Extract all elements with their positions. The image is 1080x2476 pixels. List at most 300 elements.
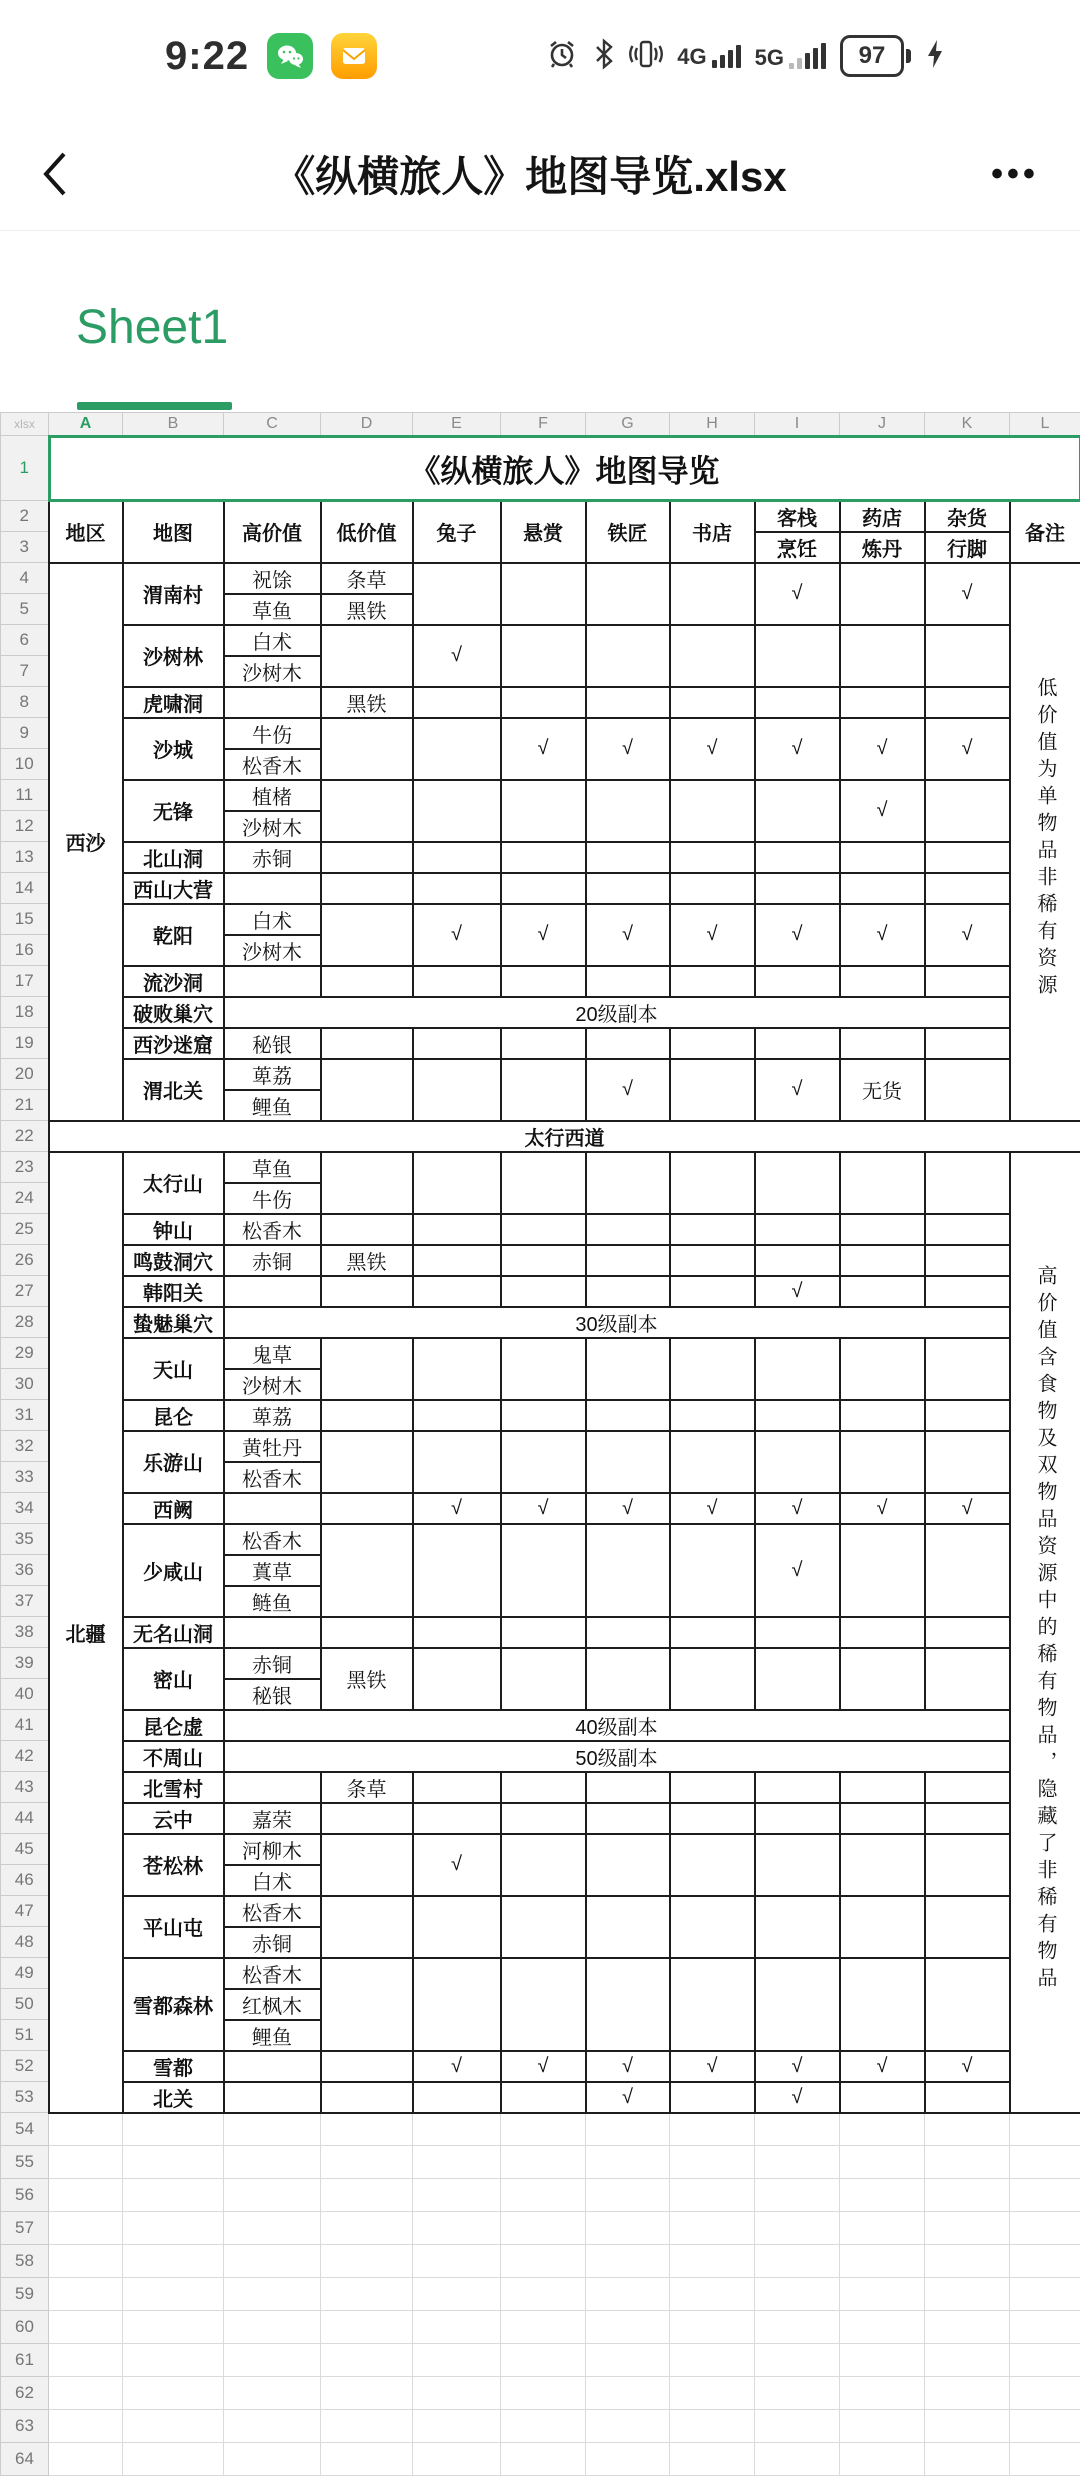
column-header-L[interactable]: L: [1010, 413, 1080, 436]
cell-D63[interactable]: [321, 2410, 413, 2443]
row-header-57[interactable]: 57: [1, 2212, 49, 2245]
cell-K4[interactable]: √: [925, 563, 1010, 625]
cell-C13[interactable]: 赤铜: [224, 842, 321, 873]
cell-D6[interactable]: [321, 625, 413, 687]
cell-J52[interactable]: √: [840, 2051, 925, 2082]
row-header-38[interactable]: 38: [1, 1617, 49, 1648]
cell-C23[interactable]: 草鱼: [224, 1152, 321, 1183]
cell-H19[interactable]: [670, 1028, 755, 1059]
cell-J55[interactable]: [840, 2146, 925, 2179]
cell-D39[interactable]: 黑铁: [321, 1648, 413, 1710]
cell-C47[interactable]: 松香木: [224, 1896, 321, 1927]
cell-E56[interactable]: [413, 2179, 501, 2212]
cell-B20[interactable]: 渭北关: [123, 1059, 224, 1121]
cell-I63[interactable]: [755, 2410, 840, 2443]
cell-G8[interactable]: [586, 687, 670, 718]
cell-J60[interactable]: [840, 2311, 925, 2344]
cell-J3[interactable]: 炼丹: [840, 532, 925, 563]
column-header-G[interactable]: G: [586, 413, 670, 436]
cell-C5[interactable]: 草鱼: [224, 594, 321, 625]
cell-B38[interactable]: 无名山洞: [123, 1617, 224, 1648]
cell-F38[interactable]: [501, 1617, 586, 1648]
cell-G61[interactable]: [586, 2344, 670, 2377]
cell-G44[interactable]: [586, 1803, 670, 1834]
cell-H31[interactable]: [670, 1400, 755, 1431]
cell-H43[interactable]: [670, 1772, 755, 1803]
cell-J49[interactable]: [840, 1958, 925, 2051]
cell-I8[interactable]: [755, 687, 840, 718]
row-header-64[interactable]: 64: [1, 2443, 49, 2476]
cell-H60[interactable]: [670, 2311, 755, 2344]
cell-D61[interactable]: [321, 2344, 413, 2377]
cell-I3[interactable]: 烹饪: [755, 532, 840, 563]
cell-J61[interactable]: [840, 2344, 925, 2377]
cell-L62[interactable]: [1010, 2377, 1080, 2410]
cell-K13[interactable]: [925, 842, 1010, 873]
cell-E8[interactable]: [413, 687, 501, 718]
column-header-E[interactable]: E: [413, 413, 501, 436]
cell-C38[interactable]: [224, 1617, 321, 1648]
cell-B53[interactable]: 北关: [123, 2082, 224, 2113]
cell-K31[interactable]: [925, 1400, 1010, 1431]
row-header-23[interactable]: 23: [1, 1152, 49, 1183]
cell-J35[interactable]: [840, 1524, 925, 1617]
cell-E45[interactable]: √: [413, 1834, 501, 1896]
cell-E25[interactable]: [413, 1214, 501, 1245]
cell-K14[interactable]: [925, 873, 1010, 904]
cell-K43[interactable]: [925, 1772, 1010, 1803]
row-header-26[interactable]: 26: [1, 1245, 49, 1276]
cell-J45[interactable]: [840, 1834, 925, 1896]
cell-J15[interactable]: √: [840, 904, 925, 966]
cell-I43[interactable]: [755, 1772, 840, 1803]
cell-E52[interactable]: √: [413, 2051, 501, 2082]
back-button[interactable]: [0, 150, 110, 198]
cell-I13[interactable]: [755, 842, 840, 873]
cell-K23[interactable]: [925, 1152, 1010, 1214]
cell-B60[interactable]: [123, 2311, 224, 2344]
cell-B47[interactable]: 平山屯: [123, 1896, 224, 1958]
cell-B2[interactable]: 地图: [123, 501, 224, 563]
cell-I25[interactable]: [755, 1214, 840, 1245]
cell-I56[interactable]: [755, 2179, 840, 2212]
cell-C14[interactable]: [224, 873, 321, 904]
column-header-F[interactable]: F: [501, 413, 586, 436]
cell-D53[interactable]: [321, 2082, 413, 2113]
row-header-56[interactable]: 56: [1, 2179, 49, 2212]
cell-B55[interactable]: [123, 2146, 224, 2179]
cell-C12[interactable]: 沙树木: [224, 811, 321, 842]
row-header-61[interactable]: 61: [1, 2344, 49, 2377]
cell-A22[interactable]: 太行西道: [49, 1121, 1080, 1152]
cell-E63[interactable]: [413, 2410, 501, 2443]
cell-C56[interactable]: [224, 2179, 321, 2212]
cell-B45[interactable]: 苍松林: [123, 1834, 224, 1896]
cell-H58[interactable]: [670, 2245, 755, 2278]
cell-H6[interactable]: [670, 625, 755, 687]
row-header-48[interactable]: 48: [1, 1927, 49, 1958]
cell-A61[interactable]: [49, 2344, 123, 2377]
row-header-46[interactable]: 46: [1, 1865, 49, 1896]
row-header-2[interactable]: 2: [1, 501, 49, 532]
cell-C9[interactable]: 牛伤: [224, 718, 321, 749]
sheet-tab-sheet1[interactable]: Sheet1: [76, 300, 228, 355]
cell-C32[interactable]: 黄牡丹: [224, 1431, 321, 1462]
cell-E35[interactable]: [413, 1524, 501, 1617]
cell-I20[interactable]: √: [755, 1059, 840, 1121]
cell-J2[interactable]: 药店: [840, 501, 925, 532]
cell-H34[interactable]: √: [670, 1493, 755, 1524]
cell-J17[interactable]: [840, 966, 925, 997]
cell-K55[interactable]: [925, 2146, 1010, 2179]
row-header-44[interactable]: 44: [1, 1803, 49, 1834]
cell-H20[interactable]: [670, 1059, 755, 1121]
cell-I4[interactable]: √: [755, 563, 840, 625]
cell-C58[interactable]: [224, 2245, 321, 2278]
cell-C37[interactable]: 鲢鱼: [224, 1586, 321, 1617]
cell-J54[interactable]: [840, 2113, 925, 2146]
cell-F63[interactable]: [501, 2410, 586, 2443]
row-header-43[interactable]: 43: [1, 1772, 49, 1803]
cell-A54[interactable]: [49, 2113, 123, 2146]
cell-F55[interactable]: [501, 2146, 586, 2179]
cell-C11[interactable]: 植楮: [224, 780, 321, 811]
row-header-11[interactable]: 11: [1, 780, 49, 811]
row-header-6[interactable]: 6: [1, 625, 49, 656]
cell-F53[interactable]: [501, 2082, 586, 2113]
row-header-29[interactable]: 29: [1, 1338, 49, 1369]
cell-C42[interactable]: 50级副本: [224, 1741, 1010, 1772]
cell-E15[interactable]: √: [413, 904, 501, 966]
cell-D59[interactable]: [321, 2278, 413, 2311]
row-header-36[interactable]: 36: [1, 1555, 49, 1586]
cell-G58[interactable]: [586, 2245, 670, 2278]
cell-J13[interactable]: [840, 842, 925, 873]
cell-G64[interactable]: [586, 2443, 670, 2476]
cell-A62[interactable]: [49, 2377, 123, 2410]
cell-D64[interactable]: [321, 2443, 413, 2476]
cell-F52[interactable]: √: [501, 2051, 586, 2082]
cell-F49[interactable]: [501, 1958, 586, 2051]
cell-B25[interactable]: 钟山: [123, 1214, 224, 1245]
cell-G45[interactable]: [586, 1834, 670, 1896]
row-header-34[interactable]: 34: [1, 1493, 49, 1524]
cell-H8[interactable]: [670, 687, 755, 718]
cell-J64[interactable]: [840, 2443, 925, 2476]
cell-J29[interactable]: [840, 1338, 925, 1400]
cell-B6[interactable]: 沙树林: [123, 625, 224, 687]
cell-A55[interactable]: [49, 2146, 123, 2179]
cell-G13[interactable]: [586, 842, 670, 873]
cell-E64[interactable]: [413, 2443, 501, 2476]
cell-K57[interactable]: [925, 2212, 1010, 2245]
cell-J43[interactable]: [840, 1772, 925, 1803]
cell-A64[interactable]: [49, 2443, 123, 2476]
cell-F27[interactable]: [501, 1276, 586, 1307]
cell-E34[interactable]: √: [413, 1493, 501, 1524]
cell-B34[interactable]: 西阙: [123, 1493, 224, 1524]
cell-I54[interactable]: [755, 2113, 840, 2146]
cell-H27[interactable]: [670, 1276, 755, 1307]
cell-F23[interactable]: [501, 1152, 586, 1214]
cell-G23[interactable]: [586, 1152, 670, 1214]
cell-H23[interactable]: [670, 1152, 755, 1214]
cell-B61[interactable]: [123, 2344, 224, 2377]
cell-B18[interactable]: 破败巢穴: [123, 997, 224, 1028]
row-header-50[interactable]: 50: [1, 1989, 49, 2020]
column-header-J[interactable]: J: [840, 413, 925, 436]
cell-B52[interactable]: 雪都: [123, 2051, 224, 2082]
column-header-I[interactable]: I: [755, 413, 840, 436]
cell-C10[interactable]: 松香木: [224, 749, 321, 780]
cell-J25[interactable]: [840, 1214, 925, 1245]
column-header-H[interactable]: H: [670, 413, 755, 436]
row-header-58[interactable]: 58: [1, 2245, 49, 2278]
cell-K56[interactable]: [925, 2179, 1010, 2212]
cell-C49[interactable]: 松香木: [224, 1958, 321, 1989]
cell-F20[interactable]: [501, 1059, 586, 1121]
cell-C15[interactable]: 白术: [224, 904, 321, 935]
cell-I29[interactable]: [755, 1338, 840, 1400]
cell-H55[interactable]: [670, 2146, 755, 2179]
cell-E29[interactable]: [413, 1338, 501, 1400]
cell-E49[interactable]: [413, 1958, 501, 2051]
row-header-10[interactable]: 10: [1, 749, 49, 780]
cell-C54[interactable]: [224, 2113, 321, 2146]
cell-K6[interactable]: [925, 625, 1010, 687]
cell-B14[interactable]: 西山大营: [123, 873, 224, 904]
cell-B58[interactable]: [123, 2245, 224, 2278]
cell-K45[interactable]: [925, 1834, 1010, 1896]
cell-G56[interactable]: [586, 2179, 670, 2212]
cell-D34[interactable]: [321, 1493, 413, 1524]
cell-I6[interactable]: [755, 625, 840, 687]
cell-F19[interactable]: [501, 1028, 586, 1059]
cell-D38[interactable]: [321, 1617, 413, 1648]
cell-E62[interactable]: [413, 2377, 501, 2410]
cell-G35[interactable]: [586, 1524, 670, 1617]
cell-F13[interactable]: [501, 842, 586, 873]
cell-H47[interactable]: [670, 1896, 755, 1958]
cell-D2[interactable]: 低价值: [321, 501, 413, 563]
cell-I15[interactable]: √: [755, 904, 840, 966]
cell-L56[interactable]: [1010, 2179, 1080, 2212]
cell-K54[interactable]: [925, 2113, 1010, 2146]
cell-H35[interactable]: [670, 1524, 755, 1617]
cell-H53[interactable]: [670, 2082, 755, 2113]
cell-C25[interactable]: 松香木: [224, 1214, 321, 1245]
cell-G57[interactable]: [586, 2212, 670, 2245]
cell-J26[interactable]: [840, 1245, 925, 1276]
row-header-3[interactable]: 3: [1, 532, 49, 563]
cell-B64[interactable]: [123, 2443, 224, 2476]
cell-C62[interactable]: [224, 2377, 321, 2410]
cell-F11[interactable]: [501, 780, 586, 842]
cell-I35[interactable]: √: [755, 1524, 840, 1617]
cell-J62[interactable]: [840, 2377, 925, 2410]
cell-J56[interactable]: [840, 2179, 925, 2212]
cell-K15[interactable]: √: [925, 904, 1010, 966]
cell-B43[interactable]: 北雪村: [123, 1772, 224, 1803]
cell-I57[interactable]: [755, 2212, 840, 2245]
cell-C4[interactable]: 祝馀: [224, 563, 321, 594]
cell-E31[interactable]: [413, 1400, 501, 1431]
cell-L63[interactable]: [1010, 2410, 1080, 2443]
cell-J58[interactable]: [840, 2245, 925, 2278]
cell-L2[interactable]: 备注: [1010, 501, 1080, 563]
cell-K29[interactable]: [925, 1338, 1010, 1400]
cell-E53[interactable]: [413, 2082, 501, 2113]
cell-A23[interactable]: 北疆: [49, 1152, 123, 2113]
cell-I38[interactable]: [755, 1617, 840, 1648]
cell-C39[interactable]: 赤铜: [224, 1648, 321, 1679]
cell-D9[interactable]: [321, 718, 413, 780]
cell-E9[interactable]: [413, 718, 501, 780]
cell-I60[interactable]: [755, 2311, 840, 2344]
cell-B8[interactable]: 虎啸洞: [123, 687, 224, 718]
cell-L57[interactable]: [1010, 2212, 1080, 2245]
column-header-D[interactable]: D: [321, 413, 413, 436]
cell-I2[interactable]: 客栈: [755, 501, 840, 532]
cell-E19[interactable]: [413, 1028, 501, 1059]
cell-F17[interactable]: [501, 966, 586, 997]
cell-B15[interactable]: 乾阳: [123, 904, 224, 966]
cell-C57[interactable]: [224, 2212, 321, 2245]
cell-F35[interactable]: [501, 1524, 586, 1617]
cell-K2[interactable]: 杂货: [925, 501, 1010, 532]
cell-B56[interactable]: [123, 2179, 224, 2212]
row-header-60[interactable]: 60: [1, 2311, 49, 2344]
cell-K61[interactable]: [925, 2344, 1010, 2377]
row-header-7[interactable]: 7: [1, 656, 49, 687]
cell-I53[interactable]: √: [755, 2082, 840, 2113]
cell-E17[interactable]: [413, 966, 501, 997]
cell-I34[interactable]: √: [755, 1493, 840, 1524]
cell-D43[interactable]: 条草: [321, 1772, 413, 1803]
cell-K58[interactable]: [925, 2245, 1010, 2278]
cell-B11[interactable]: 无锋: [123, 780, 224, 842]
cell-K35[interactable]: [925, 1524, 1010, 1617]
row-header-25[interactable]: 25: [1, 1214, 49, 1245]
cell-I49[interactable]: [755, 1958, 840, 2051]
cell-H11[interactable]: [670, 780, 755, 842]
cell-D14[interactable]: [321, 873, 413, 904]
row-header-53[interactable]: 53: [1, 2082, 49, 2113]
cell-J8[interactable]: [840, 687, 925, 718]
cell-F45[interactable]: [501, 1834, 586, 1896]
cell-F26[interactable]: [501, 1245, 586, 1276]
cell-G39[interactable]: [586, 1648, 670, 1710]
cell-C17[interactable]: [224, 966, 321, 997]
cell-H52[interactable]: √: [670, 2051, 755, 2082]
cell-J20[interactable]: 无货: [840, 1059, 925, 1121]
cell-G11[interactable]: [586, 780, 670, 842]
cell-B23[interactable]: 太行山: [123, 1152, 224, 1214]
cell-H26[interactable]: [670, 1245, 755, 1276]
cell-F57[interactable]: [501, 2212, 586, 2245]
cell-H45[interactable]: [670, 1834, 755, 1896]
cell-B19[interactable]: 西沙迷窟: [123, 1028, 224, 1059]
cell-A63[interactable]: [49, 2410, 123, 2443]
cell-D54[interactable]: [321, 2113, 413, 2146]
cell-F25[interactable]: [501, 1214, 586, 1245]
row-header-15[interactable]: 15: [1, 904, 49, 935]
cell-G25[interactable]: [586, 1214, 670, 1245]
cell-D31[interactable]: [321, 1400, 413, 1431]
cell-C64[interactable]: [224, 2443, 321, 2476]
row-header-28[interactable]: 28: [1, 1307, 49, 1338]
cell-D56[interactable]: [321, 2179, 413, 2212]
cell-F54[interactable]: [501, 2113, 586, 2146]
cell-J27[interactable]: [840, 1276, 925, 1307]
cell-G26[interactable]: [586, 1245, 670, 1276]
cell-C2[interactable]: 高价值: [224, 501, 321, 563]
cell-F29[interactable]: [501, 1338, 586, 1400]
row-header-4[interactable]: 4: [1, 563, 49, 594]
row-header-12[interactable]: 12: [1, 811, 49, 842]
cell-G62[interactable]: [586, 2377, 670, 2410]
cell-A1[interactable]: 《纵横旅人》地图导览: [49, 436, 1080, 501]
cell-J19[interactable]: [840, 1028, 925, 1059]
cell-F34[interactable]: √: [501, 1493, 586, 1524]
row-header-5[interactable]: 5: [1, 594, 49, 625]
row-header-55[interactable]: 55: [1, 2146, 49, 2179]
cell-C46[interactable]: 白术: [224, 1865, 321, 1896]
cell-K17[interactable]: [925, 966, 1010, 997]
cell-J14[interactable]: [840, 873, 925, 904]
cell-G52[interactable]: √: [586, 2051, 670, 2082]
cell-J44[interactable]: [840, 1803, 925, 1834]
cell-E58[interactable]: [413, 2245, 501, 2278]
row-header-31[interactable]: 31: [1, 1400, 49, 1431]
cell-B31[interactable]: 昆仑: [123, 1400, 224, 1431]
cell-E6[interactable]: √: [413, 625, 501, 687]
cell-J63[interactable]: [840, 2410, 925, 2443]
cell-L64[interactable]: [1010, 2443, 1080, 2476]
cell-I62[interactable]: [755, 2377, 840, 2410]
cell-I11[interactable]: [755, 780, 840, 842]
cell-J34[interactable]: √: [840, 1493, 925, 1524]
cell-B54[interactable]: [123, 2113, 224, 2146]
cell-C19[interactable]: 秘银: [224, 1028, 321, 1059]
cell-A58[interactable]: [49, 2245, 123, 2278]
cell-D5[interactable]: 黑铁: [321, 594, 413, 625]
row-header-35[interactable]: 35: [1, 1524, 49, 1555]
cell-K34[interactable]: √: [925, 1493, 1010, 1524]
row-header-22[interactable]: 22: [1, 1121, 49, 1152]
cell-I44[interactable]: [755, 1803, 840, 1834]
cell-I45[interactable]: [755, 1834, 840, 1896]
cell-F14[interactable]: [501, 873, 586, 904]
cell-K32[interactable]: [925, 1431, 1010, 1493]
cell-K44[interactable]: [925, 1803, 1010, 1834]
cell-E26[interactable]: [413, 1245, 501, 1276]
cell-J23[interactable]: [840, 1152, 925, 1214]
row-header-1[interactable]: 1: [1, 436, 49, 501]
cell-F15[interactable]: √: [501, 904, 586, 966]
cell-H44[interactable]: [670, 1803, 755, 1834]
cell-F44[interactable]: [501, 1803, 586, 1834]
cell-D20[interactable]: [321, 1059, 413, 1121]
cell-I31[interactable]: [755, 1400, 840, 1431]
cell-D60[interactable]: [321, 2311, 413, 2344]
cell-F56[interactable]: [501, 2179, 586, 2212]
cell-D32[interactable]: [321, 1431, 413, 1493]
cell-F62[interactable]: [501, 2377, 586, 2410]
cell-E13[interactable]: [413, 842, 501, 873]
cell-J32[interactable]: [840, 1431, 925, 1493]
cell-F43[interactable]: [501, 1772, 586, 1803]
